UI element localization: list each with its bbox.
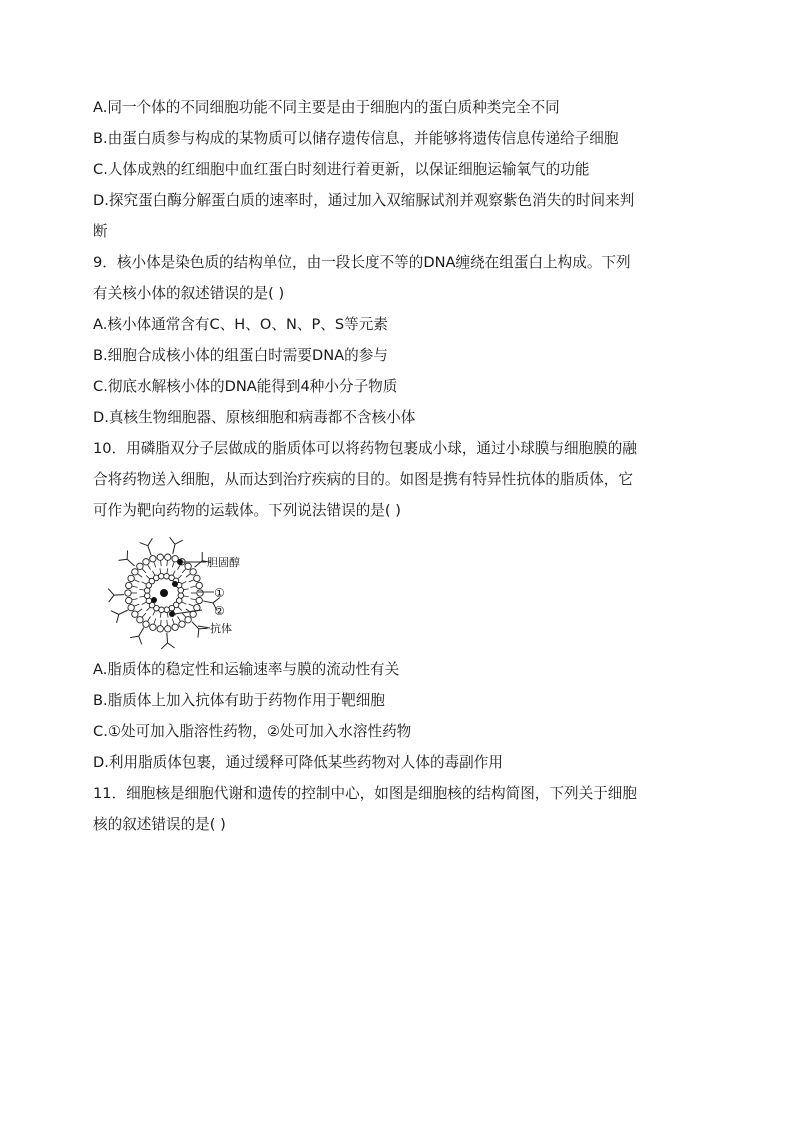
liposome-diagram: [98, 530, 268, 652]
lipid-head: [165, 626, 171, 632]
lipid-head: [197, 590, 203, 596]
lipid-head: [179, 621, 185, 627]
question-8-options: [93, 92, 705, 247]
q11-stem-line-1: 11．细胞核是细胞代谢和遗传的控制中心，如图是细胞核的结构简图，下列关于细胞: [93, 785, 637, 802]
antibody-mark: [170, 537, 183, 554]
lipid-head: [132, 569, 138, 575]
drug-dot: [172, 581, 178, 587]
q9-option-c: C.彻底水解核小体的DNA能得到4种小分子物质: [93, 378, 398, 395]
lipid-head: [157, 554, 163, 560]
q10-stem-line-2: 合将药物送入细胞，从而达到治疗疾病的目的。如图是携有特异性抗体的脂质体，它: [93, 471, 633, 488]
antibody-mark: [192, 622, 208, 638]
antibody-mark: [161, 633, 174, 649]
question-11: [93, 778, 705, 840]
lipid-head: [164, 607, 170, 613]
lipid-head: [185, 617, 191, 623]
lipid-head: [196, 582, 202, 588]
q8-option-c: C.人体成熟的红细胞中血红蛋白时刻进行着更新，以保证细胞运输氧气的功能: [93, 161, 590, 178]
label-marker-2: ②: [214, 604, 225, 618]
q8-option-d: D.探究蛋白酶分解蛋白质的速率时，通过加入双缩脲试剂并观察紫色消失的时间来判: [93, 192, 635, 209]
label-marker-1: ①: [214, 586, 225, 600]
lipid-head: [126, 597, 132, 603]
antibody-mark: [111, 610, 128, 623]
lipid-head: [185, 563, 191, 569]
q9-stem-line-1: 9．核小体是染色质的结构单位，由一段长度不等的DNA缠绕在组蛋白上构成。下列: [93, 254, 631, 271]
lipid-head: [132, 611, 138, 617]
lipid-head: [178, 587, 184, 593]
lipid-head: [128, 604, 134, 610]
lipid-head: [143, 559, 149, 565]
q10-option-a: A.脂质体的稳定性和运输速率与膜的流动性有关: [93, 661, 400, 678]
antibody-mark: [108, 589, 124, 602]
q10-option-b: B.脂质体上加入抗体有助于药物作用于靶细胞: [93, 692, 385, 709]
q8-option-d-cont: 断: [93, 223, 108, 240]
q9-option-a: A.核小体通常含有C、H、O、N、P、S等元素: [93, 316, 388, 333]
lipid-head: [126, 582, 132, 588]
q10-stem-line-3: 可作为靶向药物的运载体。下列说法错误的是( ): [93, 502, 401, 519]
lipid-head: [157, 626, 163, 632]
lipid-head: [165, 554, 171, 560]
lipid-head: [144, 593, 150, 599]
lipid-head: [125, 590, 131, 596]
q9-option-d: D.真核生物细胞器、原核细胞和病毒都不含核小体: [93, 409, 416, 426]
lipid-head: [194, 604, 200, 610]
lipid-head: [172, 624, 178, 630]
lipid-head: [158, 573, 164, 579]
page-content: [93, 92, 705, 840]
q9-option-b: B.细胞合成核小体的组蛋白时需要DNA的参与: [93, 347, 388, 364]
lipid-head: [143, 621, 149, 627]
lipid-head: [194, 575, 200, 581]
q10-option-d: D.利用脂质体包裹，通过缓释可降低某些药物对人体的毒副作用: [93, 754, 503, 771]
drug-dot: [151, 597, 157, 603]
lipid-head: [190, 569, 196, 575]
lipid-head: [196, 597, 202, 603]
lipid-head: [137, 563, 143, 569]
lipid-head: [150, 624, 156, 630]
lipid-head: [150, 556, 156, 562]
liposome-figure: [93, 526, 705, 654]
label-antibody: 抗体: [210, 622, 232, 635]
lipid-head: [137, 617, 143, 623]
drug-dot-center: [160, 589, 168, 597]
antibody-leader: [198, 626, 210, 628]
q10-stem-line-1: 10．用磷脂双分子层做成的脂质体可以将药物包裹成小球，通过小球膜与细胞膜的融: [93, 440, 637, 457]
antibody-mark: [130, 628, 144, 645]
q8-option-a: A.同一个体的不同细胞功能不同主要是由于细胞内的蛋白质种类完全不同: [93, 99, 560, 116]
antibody-mark: [140, 538, 153, 555]
q9-stem-line-2: 有关核小体的叙述错误的是( ): [93, 285, 285, 302]
lipid-head: [128, 575, 134, 581]
q10-option-c: C.①处可加入脂溶性药物，②处可加入水溶性药物: [93, 723, 412, 740]
antibody-mark: [118, 551, 134, 566]
question-9: [93, 247, 705, 433]
question-10: [93, 433, 705, 778]
label-cholesterol: 胆固醇: [207, 556, 240, 569]
q8-option-b: B.由蛋白质参与构成的某物质可以储存遗传信息，并能够将遗传信息传递给子细胞: [93, 130, 619, 147]
q11-stem-line-2: 核的叙述错误的是( ): [93, 816, 226, 833]
